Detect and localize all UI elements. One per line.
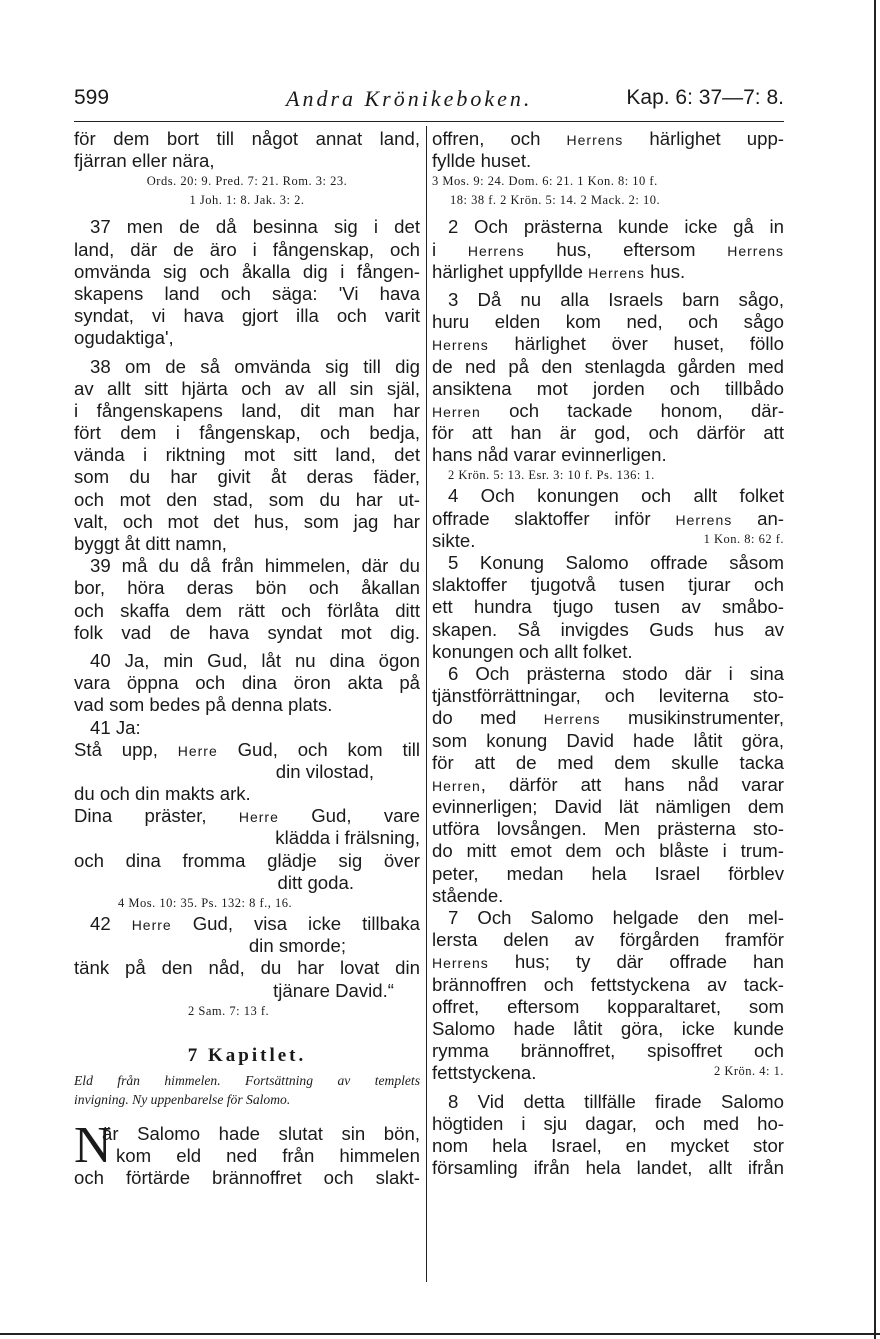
text-line: för dem bort till något annat land, <box>74 128 420 149</box>
cross-reference: 18: 38 f. 2 Krön. 5: 14. 2 Mack. 2: 10. <box>450 193 661 208</box>
drop-cap: N <box>74 1116 112 1174</box>
verse-line: byggt åt ditt namn, <box>74 533 227 554</box>
cross-reference: 3 Mos. 9: 24. Dom. 6: 21. 1 Kon. 8: 10 f. <box>432 174 658 189</box>
left-column <box>74 128 420 1189</box>
verse-line: av allt sitt hjärta och av all sin själ, <box>74 377 420 399</box>
verse-line: skapens land och säga: 'Vi hava <box>74 282 420 304</box>
verse-line: bor, höra deras bön och åkallan <box>74 577 420 599</box>
chapter-heading: 7 Kapitlet. <box>187 1044 307 1066</box>
chapter-reference: Kap. 6: 37—7: 8. <box>626 86 784 109</box>
right-column: offren, och Herrens härlighet upp- fyllde huset. 3 Mos. 9: 24. Dom. 6: 21. 1 Kon. 8: 10 f. 18: 38 f. 2 Krön. 5: 14. 2 Mack. 2: 10. 2 Och prästerna kunde icke gå in i Herrens hus, eftersom Herrens härlighet uppfyllde Herrens hus. 3 Då nu alla Israels barn sågo, huru elden kom ned, och sågo Herrens härlighet över huset, föllo de ned på den stenlagda gården med ansiktena mot jorden och tillbådo Herren och tackade honom, där- för att han är god, och därför att hans nåd varar evinnerligen. 2 Krön. 5: 13. Esr. 3: 10 f. Ps. 136: 1. 4 Och konungen och allt folket offrade slaktoffer inför Herrens an- sikte. 1 Kon. 8: 62 f. 5 Konung Salomo offrade såsom slaktoffer tjugotvå tusen tjurar och ett hundra tjugo tusen av småbo- skapen. Så invigdes Guds hus av konungen och allt folket. 6 Och prästerna stodo där i sina tjänstförrättningar, och leviterna sto- do med Herrens musikinstrumenter, som konung David hade låtit göra, för att de med dem skulle tacka Herren, därför att hans nåd varar evinnerligen; David lät nämligen dem utföra lovsången. Men prästerna sto- do mitt emot dem och blåste i trum- peter, medan hela Israel förblev stående. 7 Och Salomo helgade den mel- lersta delen av förgården framför Herrens hus; ty där offrade han brännoffren och fettstyckena av tack- offret, eftersom kopparaltaret, som Salomo hade låtit göra, icke kunde rymma brännoffret, spisoffret och fettstyckena. 2 Krön. 4: 1. 8 Vid detta tillfälle firade Salomo högtiden i sju dagar, och med ho- nom hela Israel, en mycket stor församling ifrån hela landet, allt ifrån <box>432 128 785 1179</box>
verse-line: och förtärde brännoffret och slakt- <box>74 1167 420 1189</box>
cross-reference: 4 Mos. 10: 35. Ps. 132: 8 f., 16. <box>118 896 293 910</box>
verse-line: vända i riktning mot sitt land, det <box>74 444 420 466</box>
divine-name: Herre <box>177 742 218 759</box>
running-header <box>74 86 784 118</box>
verse-line: fört dem i fångenskap, och bedja, <box>74 422 420 444</box>
verse-line: folk vad de hava syndat mot dig. <box>74 621 420 643</box>
verse-line: vara öppna och dina öron akta på <box>74 672 420 694</box>
verse-line: 40 Ja, min Gud, låt nu dina ögon <box>90 649 420 671</box>
verse-40 <box>74 650 420 717</box>
cross-reference: 2 Krön. 5: 13. Esr. 3: 10 f. Ps. 136: 1. <box>448 468 655 483</box>
verse-3: 3 Då nu alla Israels barn sågo, huru elden kom ned, och sågo Herrens härlighet över huset, föllo de ned på den stenlagda gården med ansiktena mot jorden och tillbådo Herren och tackade honom, där- för att han är god, och därför att hans nåd varar evinnerligen. <box>432 288 785 466</box>
verse-39 <box>74 555 420 644</box>
verse-8: 8 Vid detta tillfälle firade Salomo högtiden i sju dagar, och med ho- nom hela Israel, en mycket stor församling ifrån hela landet, allt ifrån <box>432 1090 784 1179</box>
page-number: 599 <box>74 86 110 109</box>
verse-line: ogudaktiga', <box>74 327 174 349</box>
verse-line: 37 men de då besinna sig i det <box>90 216 420 238</box>
cross-reference: 1 Kon. 8: 62 f. <box>703 531 784 546</box>
cross-reference: Ords. 20: 9. Pred. 7: 21. Rom. 3: 23. <box>146 174 348 189</box>
poem-stanza-1: Stå upp, Herre Gud, och kom till din vilostad, du och din makts ark. <box>74 738 421 805</box>
verse-4: 4 Och konungen och allt folket offrade slaktoffer inför Herrens an- sikte. 1 Kon. 8: 62 f. <box>432 485 784 551</box>
page-frame-right <box>874 0 876 1339</box>
cross-reference: 1 Joh. 1: 8. Jak. 3: 2. <box>189 193 305 208</box>
verse-37 <box>74 216 420 349</box>
verse-38 <box>74 356 420 556</box>
verse-line: land, där de äro i fångenskap, och <box>74 238 420 260</box>
divine-name: Herrens <box>566 132 624 148</box>
page-frame-bottom <box>0 1333 880 1335</box>
divine-name: Herre <box>238 809 279 826</box>
chapter-summary: invigning. Ny uppenbarelse för Salomo. <box>74 1091 291 1107</box>
verse-line: 39 må du då från himmelen, där du <box>90 555 420 577</box>
verse-line: som du har givit åt deras fäder, <box>74 466 420 488</box>
verse-line: syndat, vi hava gjort illa och varit <box>74 305 420 327</box>
verse-5: 5 Konung Salomo offrade såsom slaktoffer tjugotvå tusen tjurar och ett hundra tjugo tusen av småbo- skapen. Så invigdes Guds hus av konungen och allt folket. <box>432 552 784 662</box>
column-divider <box>426 126 427 1282</box>
verse-line: och mot den stad, som du har ut- <box>74 488 420 510</box>
verse-1 <box>74 1116 420 1190</box>
chapter-summary: Eld från himmelen. Fortsättning av templets <box>74 1072 420 1088</box>
verse-line: och skaffa dem rätt och förlåta ditt <box>74 599 420 621</box>
poem-stanza-2: Dina präster, Herre Gud, vare klädda i frälsning, och dina fromma glädje sig över ditt goda. <box>74 805 420 893</box>
verse-7: 7 Och Salomo helgade den mel- lersta delen av förgården framför Herrens hus; ty där offrade han brännoffren och fettstyckena av tack- offret, eftersom kopparaltaret, som Salomo hade låtit göra, icke kunde rymma brännoffret, spisoffret och fettstyckena. 2 Krön. 4: 1. <box>432 907 784 1084</box>
running-title: Andra Krönikeboken. <box>286 86 533 111</box>
verse-line: är Salomo hade slutat sin bön, <box>102 1122 420 1144</box>
verse-line: omvända sig och åkalla dig i fången- <box>74 260 420 282</box>
verse-42: 42 Herre Gud, visa icke tillbaka din smorde; tänk på den nåd, du har lovat din tjänare David.“ <box>74 913 420 1001</box>
verse-line: i fångenskapens land, dit man har <box>74 399 420 421</box>
header-rule <box>74 121 784 122</box>
verse-2: 2 Och prästerna kunde icke gå in i Herrens hus, eftersom Herrens härlighet uppfyllde Herrens hus. <box>432 216 785 282</box>
verse-line: valt, och mot det hus, som jag har <box>74 510 420 532</box>
verse-line: 38 om de så omvända sig till dig <box>90 355 420 377</box>
cross-reference: 2 Sam. 7: 13 f. <box>188 1003 270 1018</box>
cross-reference: 2 Krön. 4: 1. <box>713 1064 784 1079</box>
verse-6: 6 Och prästerna stodo där i sina tjänstförrättningar, och leviterna sto- do med Herrens musikinstrumenter, som konung David hade låtit göra, för att de med dem skulle tacka Herren, därför att hans nåd varar evinnerligen; David lät nämligen dem utföra lovsången. Men prästerna sto- do mitt emot dem och blåste i trum- peter, medan hela Israel förblev stående. <box>432 662 784 906</box>
text-line: fjärran eller nära, <box>74 150 215 172</box>
divine-name: Herre <box>131 917 172 933</box>
verse-line: kom eld ned från himmelen <box>116 1144 420 1166</box>
verse-41-intro: 41 Ja: <box>90 716 141 738</box>
verse-line: vad som bedes på denna plats. <box>74 694 333 716</box>
